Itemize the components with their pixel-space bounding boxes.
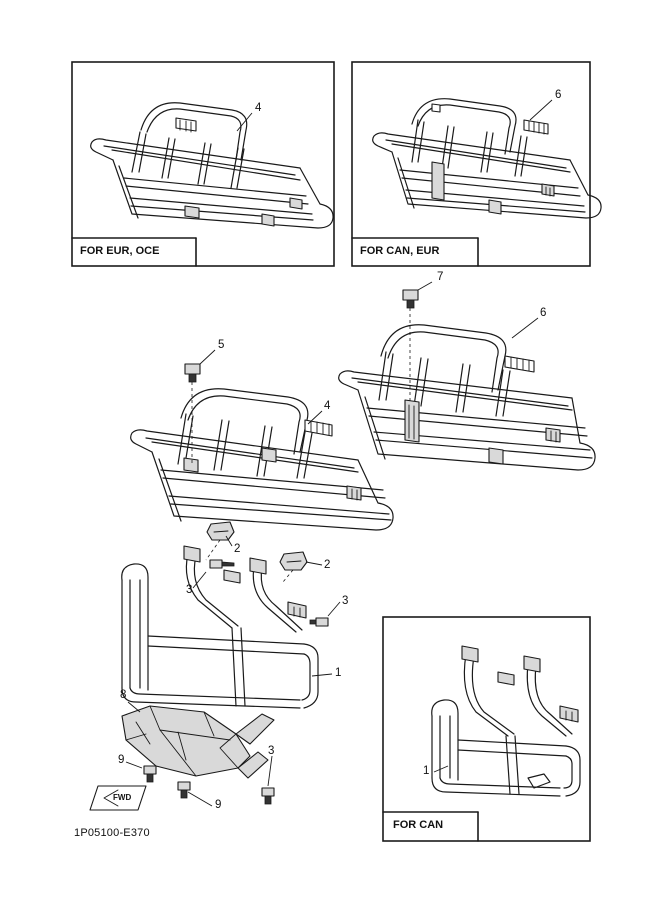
panel-label-can: FOR CAN <box>393 819 444 831</box>
leader-9-left <box>126 762 142 768</box>
callout-6-top: 6 <box>555 89 562 101</box>
callout-7: 7 <box>437 271 444 283</box>
callout-9-left: 9 <box>118 754 125 766</box>
carrier-rack-main-4 <box>131 389 393 530</box>
fwd-label: FWD <box>113 793 132 802</box>
leader-8 <box>128 702 140 712</box>
panel-label-eur-oce: FOR EUR, OCE <box>80 245 160 257</box>
nut-2-right <box>280 552 307 582</box>
carrier-rack-eur-oce <box>91 103 333 228</box>
panel-border-can <box>383 617 590 841</box>
callout-4-top: 4 <box>255 102 262 114</box>
leader-9-right <box>188 792 212 806</box>
bolt-3-right <box>310 618 328 626</box>
callout-2-left: 2 <box>234 543 241 555</box>
bolt-3-left <box>210 560 234 568</box>
leader-6-top <box>530 100 552 120</box>
callout-5: 5 <box>218 339 225 351</box>
leader-2-right <box>306 562 322 565</box>
carrier-rack-main-6 <box>339 325 595 470</box>
bolt-9-right <box>178 782 190 798</box>
callout-4-mid: 4 <box>324 400 331 412</box>
leader-3-right <box>328 602 340 616</box>
nut-2-left <box>206 522 234 560</box>
leader-7 <box>418 282 432 290</box>
callout-2-right: 2 <box>324 559 331 571</box>
front-bumper-guard-can <box>432 646 580 796</box>
leader-3-bottom <box>268 756 272 786</box>
callout-1-panel: 1 <box>423 765 430 777</box>
callout-9-right: 9 <box>215 799 222 811</box>
leader-1-panel <box>434 766 448 772</box>
callout-3-right: 3 <box>342 595 349 607</box>
leader-5 <box>200 350 215 364</box>
bolt-3-bottom <box>262 788 274 804</box>
diagram-code: 1P05100-E370 <box>74 827 150 839</box>
leader-6-mid <box>512 318 538 338</box>
bolt-7 <box>403 290 418 404</box>
callout-1-main: 1 <box>335 667 342 679</box>
bolt-9-left <box>144 766 156 782</box>
callout-3-left: 3 <box>186 584 193 596</box>
carrier-rack-can-eur <box>373 99 601 218</box>
callout-3-bottom: 3 <box>268 745 275 757</box>
callout-8: 8 <box>120 689 127 701</box>
panel-label-can-eur: FOR CAN, EUR <box>360 245 440 257</box>
leader-1-main <box>312 674 332 676</box>
callout-6-mid: 6 <box>540 307 547 319</box>
